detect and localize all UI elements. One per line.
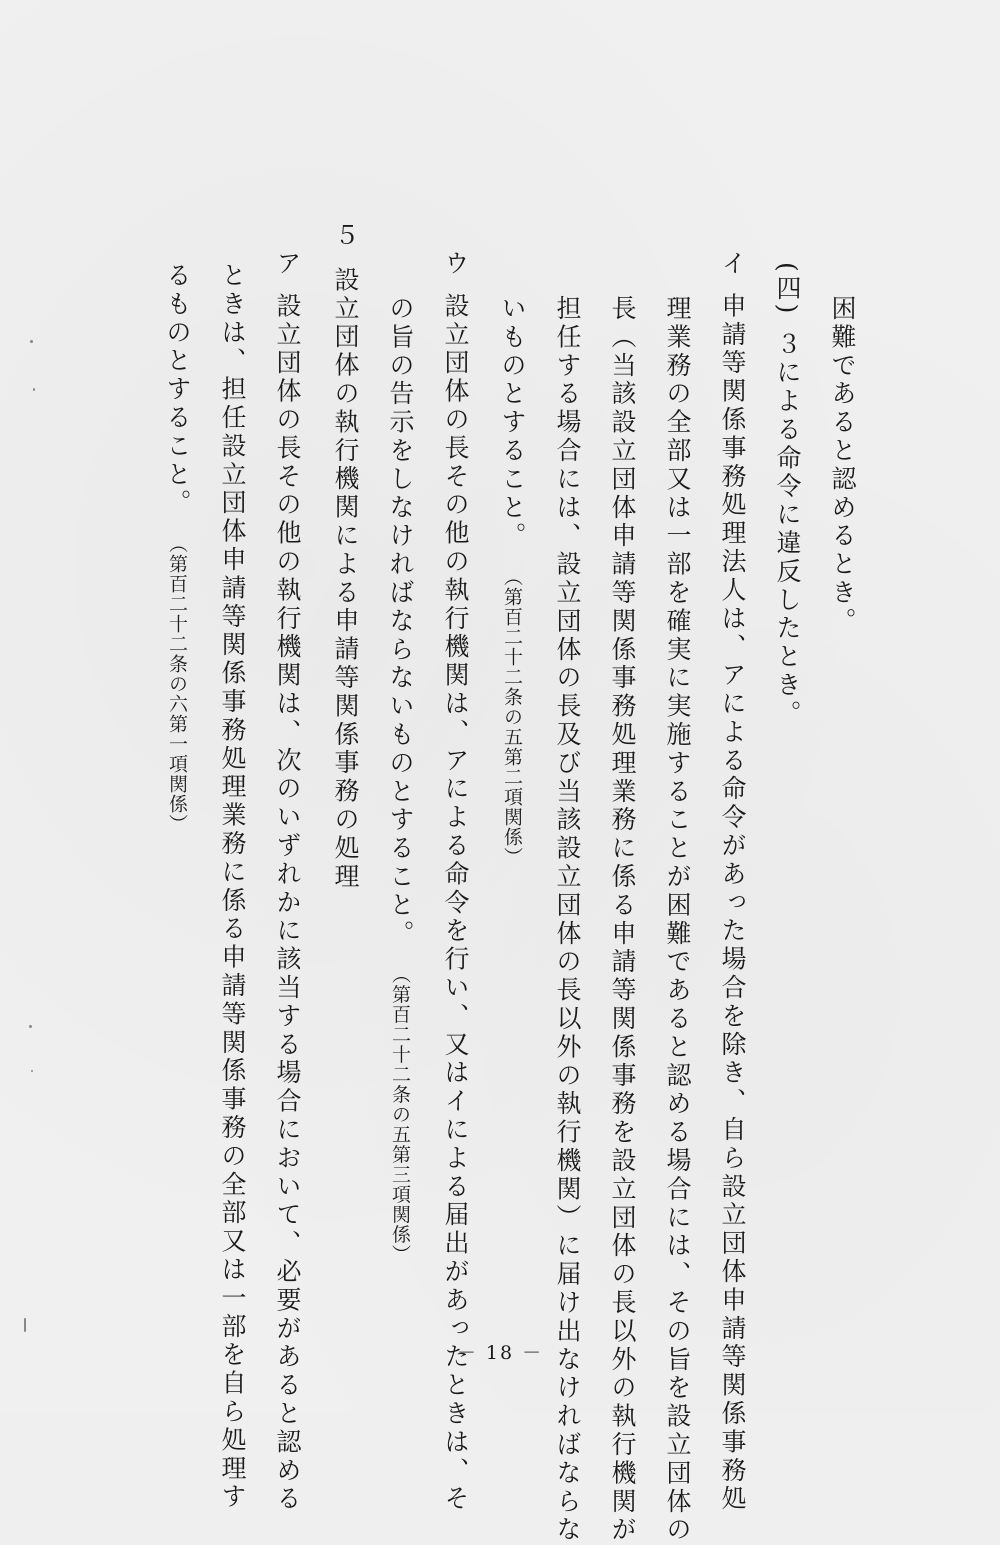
scan-speck: [33, 388, 35, 391]
line-text: 設立団体の長その他の執行機関は、次のいずれかに該当する場合において、必要があると認める: [273, 292, 302, 1514]
text-line-10: [333, 222, 358, 891]
text-line-1: [830, 295, 855, 636]
text-line-3: [720, 250, 745, 1514]
text-line-9: [388, 295, 413, 1264]
item-number-4: (四): [773, 262, 802, 317]
line-text: 申請等関係事務処理法人は、アによる命令があった場合を除き、自ら設立団体申請等関係事務処: [718, 292, 747, 1514]
line-text: の旨の告示をしなければならないものとすること。: [386, 295, 415, 949]
section-number-5: ５: [331, 222, 360, 251]
line-text: 長（当該設立団体申請等関係事務処理業務に係る申請等関係事務を設立団体の長以外の執行機関が: [608, 295, 637, 1545]
text-line-13: [165, 262, 190, 834]
item-marker-i: イ: [718, 250, 747, 279]
scan-speck: [31, 1070, 33, 1072]
page-number: － 18 －: [456, 1342, 544, 1364]
line-text: ３による命令に違反したとき。: [773, 330, 802, 729]
item-marker-u: ウ: [441, 250, 470, 279]
line-text: 困難であると認めるとき。: [828, 295, 857, 636]
line-text: 設立団体の長その他の執行機関は、アによる命令を行い、又はイによる届出があったときは、そ: [441, 292, 470, 1514]
text-line-12: [220, 262, 245, 1512]
item-marker-a: ア: [273, 250, 302, 279]
line-text: ときは、担任設立団体申請等関係事務処理業務に係る申請等関係事務の全部又は一部を自ら処理す: [218, 262, 247, 1512]
line-text: るものとすること。: [163, 262, 192, 518]
text-line-7: [500, 295, 525, 867]
text-line-8: [443, 250, 468, 1514]
scan-speck: [29, 1025, 32, 1028]
article-reference: （第百二十二条の五第三項関係）: [389, 964, 411, 1265]
scan-speck: [24, 1318, 26, 1332]
line-text: 担任する場合には、設立団体の長及び当該設立団体の長以外の執行機関）に届け出なければならな: [553, 295, 582, 1545]
article-reference: （第百二十二条の五第二項関係）: [501, 566, 523, 867]
text-line-11: [275, 250, 300, 1514]
line-text: 理業務の全部又は一部を確実に実施することが困難であると認める場合には、その旨を設立団体の: [663, 295, 692, 1545]
scan-speck: [30, 340, 33, 343]
article-reference: （第百二十二条の六第一項関係）: [166, 533, 188, 834]
section-heading: 設立団体の執行機関による申請等関係事務の処理: [331, 266, 360, 892]
line-text: いものとすること。: [498, 295, 527, 551]
text-line-2: [775, 262, 800, 728]
